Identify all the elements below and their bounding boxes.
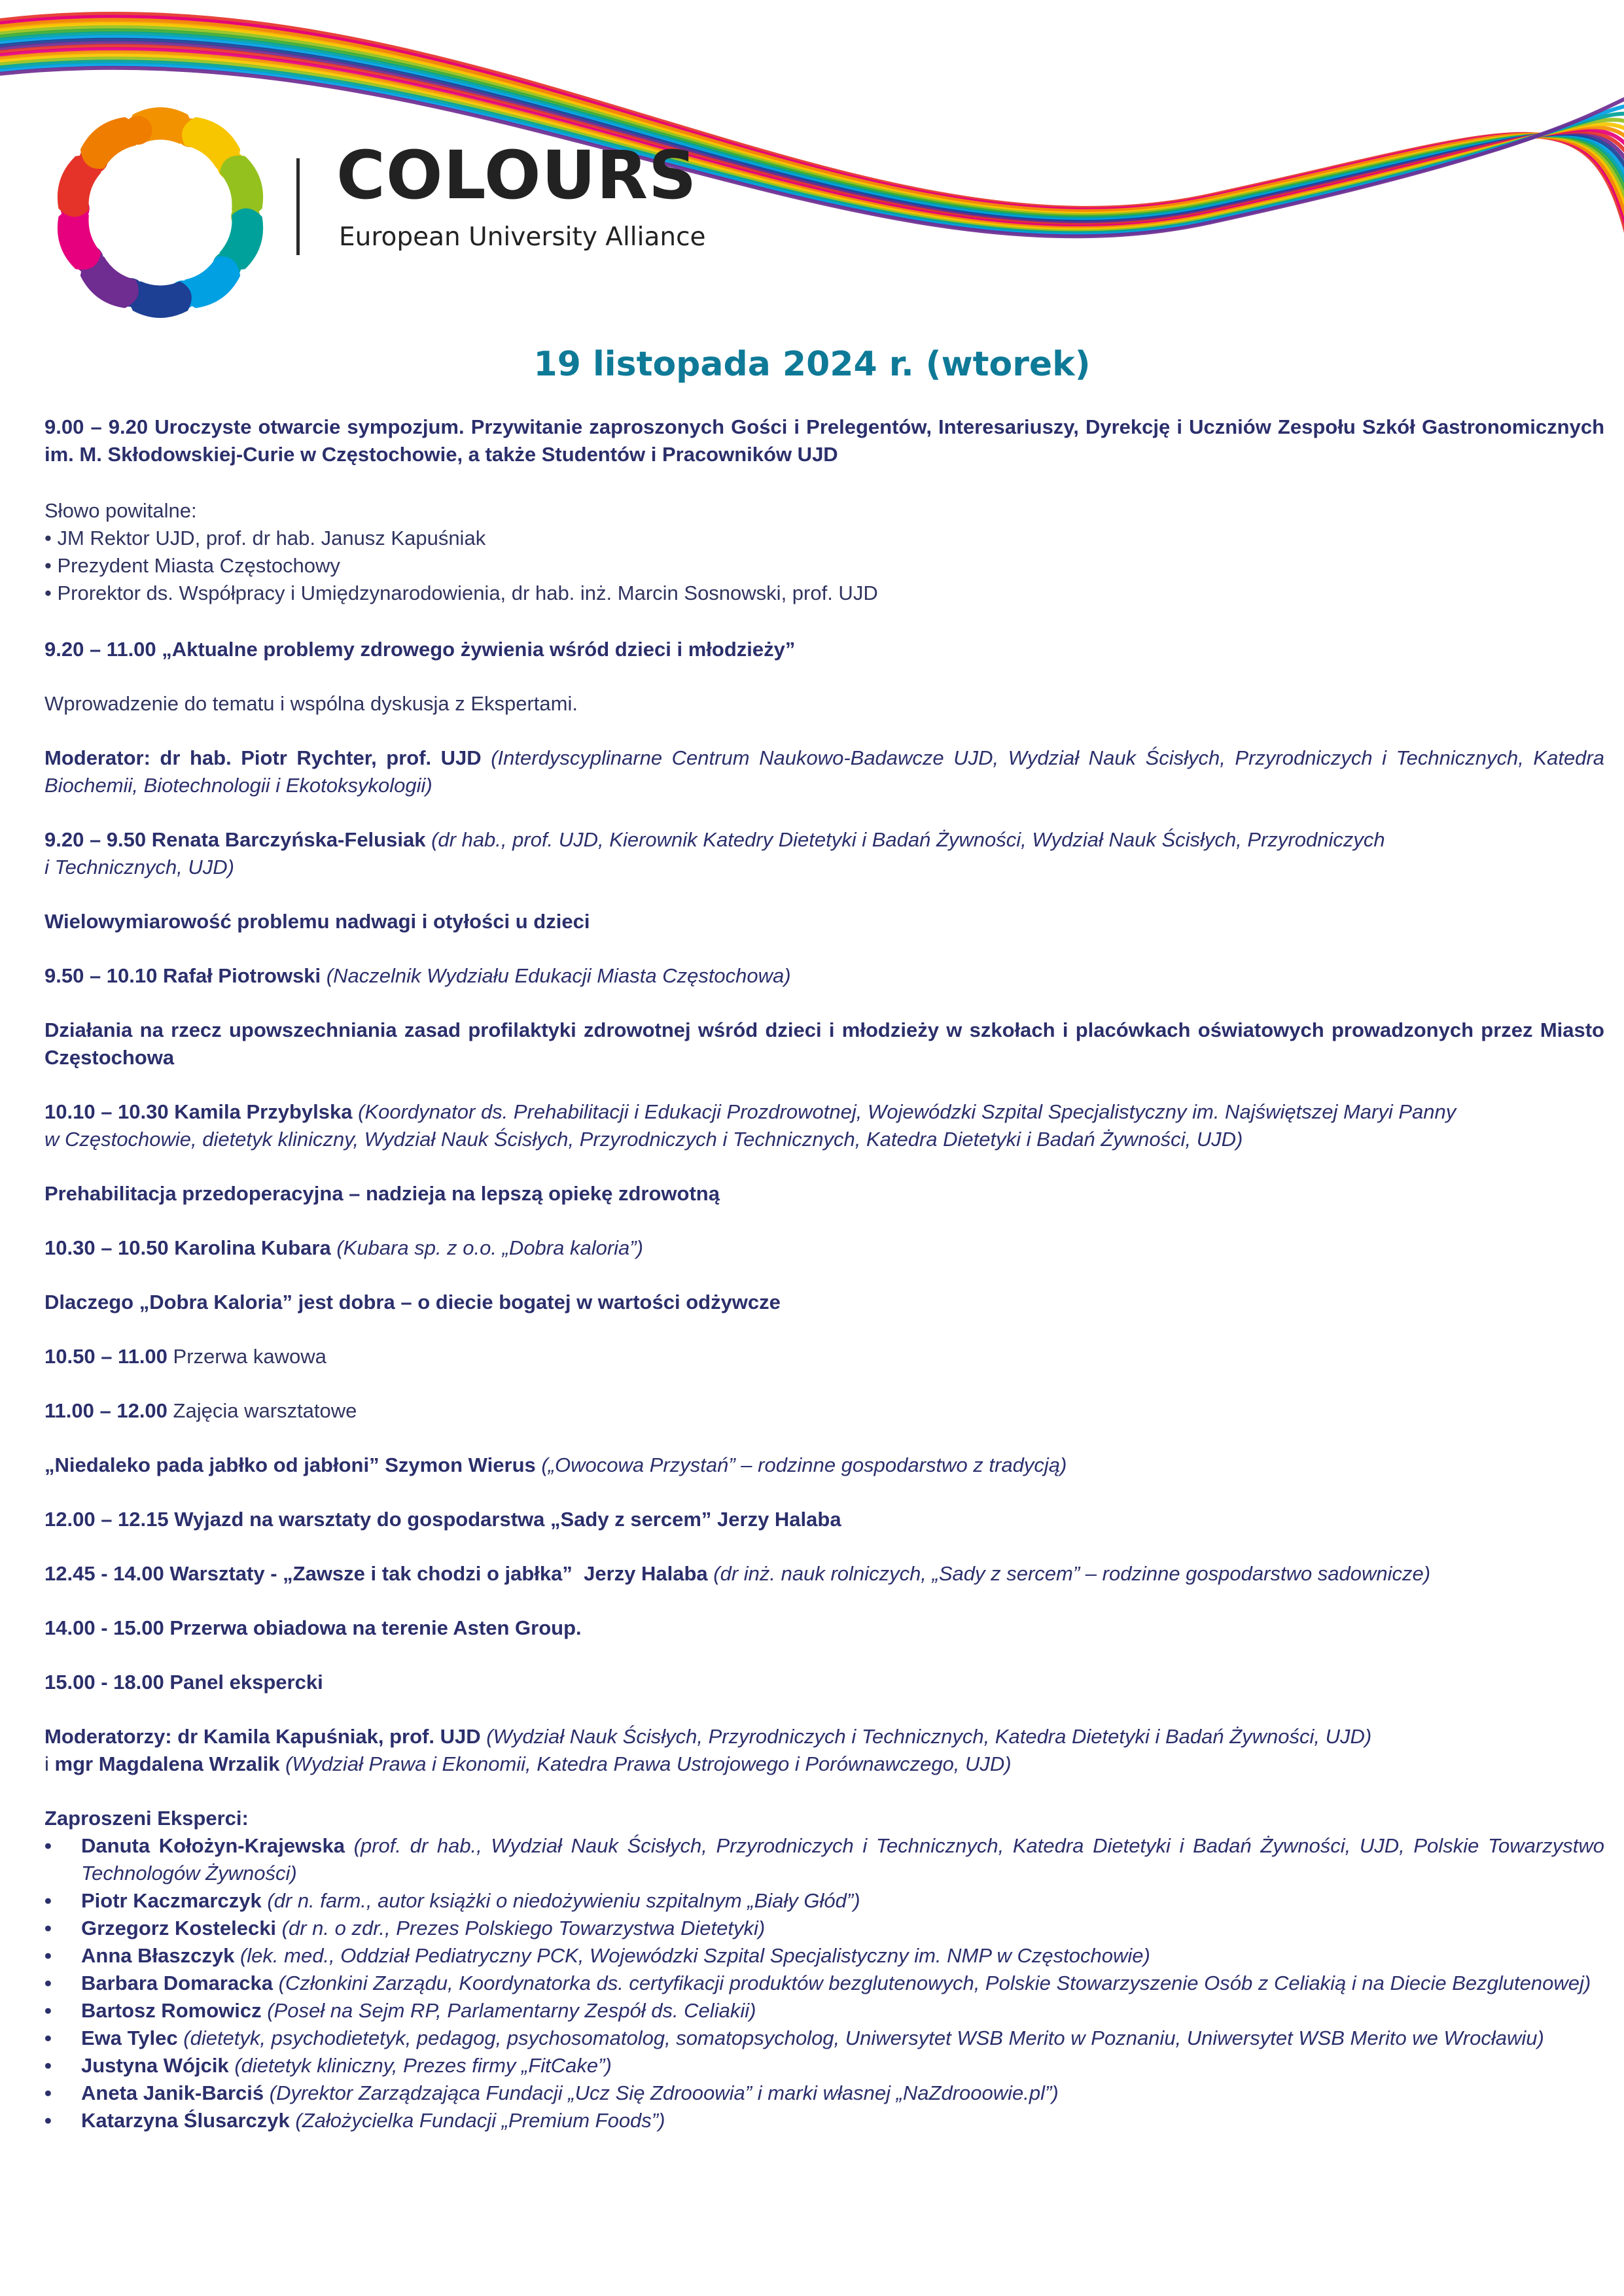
opening-time: 9.00 – 9.20 [44, 415, 149, 438]
date-heading: 19 listopada 2024 r. (wtorek) [533, 345, 1091, 384]
brand-name: COLOURS [336, 137, 697, 215]
talk-speaker-detail: (Naczelnik Wydziału Edukacji Miasta Częstochowa) [326, 964, 791, 987]
moderator-item [44, 744, 1604, 799]
expert-detail: (dietetyk, psychodietetyk, pedagog, psychosomatolog, somatopsycholog, Uniwersytet WSB Merito w Poznaniu, Uniwersytet WSB Merito we Wrocławiu) [183, 2026, 1544, 2049]
expert-name: Bartosz Romowicz [81, 1999, 262, 2022]
talk-speaker-name: 9.20 – 9.50 Renata Barczyńska-Felusiak [44, 828, 426, 851]
expert-detail: (dietetyk kliniczny, Prezes firmy „FitCake”) [234, 2054, 612, 2077]
panel-moderator-2-label: mgr Magdalena Wrzalik [54, 1752, 280, 1775]
welcome-item: • Prezydent Miasta Częstochowy [44, 554, 340, 577]
programme-content [44, 413, 1604, 2134]
welcome-label: Słowo powitalne: [44, 499, 197, 522]
workshop-talk [44, 1452, 1604, 1479]
expert-item [81, 1970, 1604, 1997]
talk-topic: Wielowymiarowość problemu nadwagi i otyłości u dzieci [44, 910, 590, 933]
expert-item [81, 1997, 1604, 2025]
workshops-item [44, 1397, 1604, 1425]
expert-name: Aneta Janik-Barciś [81, 2081, 264, 2104]
expert-detail: (dr n. farm., autor książki o niedożywieniu szpitalnym „Biały Głód”) [267, 1889, 860, 1912]
experts-list [44, 1832, 1604, 2134]
talk-speaker-name: 9.50 – 10.10 Rafał Piotrowski [44, 964, 321, 987]
expert-detail: (Założycielka Fundacji „Premium Foods”) [295, 2109, 665, 2132]
welcome-block [44, 497, 1604, 607]
workshops-time: 11.00 – 12.00 [44, 1399, 168, 1422]
expert-name: Danuta Kołożyn-Krajewska [81, 1834, 345, 1857]
block-intro: Wprowadzenie do tematu i wspólna dyskusja z Ekspertami. [44, 692, 578, 715]
workshop2-item [44, 1560, 1604, 1588]
welcome-item: • JM Rektor UJD, prof. dr hab. Janusz Kapuśniak [44, 527, 486, 549]
panel-moderator-1 [44, 1723, 1604, 1750]
expert-detail: (lek. med., Oddział Pediatryczny PCK, Wojewódzki Szpital Specjalistyczny im. NMP w Częstochowie) [239, 1944, 1150, 1967]
talk-speaker-detail: (dr hab., prof. UJD, Kierownik Katedry Dietetyki i Badań Żywności, Wydział Nauk Ścisłych, Przyrodniczych [431, 828, 1385, 851]
expert-name: Justyna Wójcik [81, 2054, 229, 2077]
workshops-label: Zajęcia warsztatowe [173, 1399, 357, 1422]
break-time: 10.50 – 11.00 [44, 1345, 168, 1368]
coffee-break [44, 1343, 1604, 1370]
workshop-talk-title: „Niedaleko pada jabłko od jabłoni” Szymon Wierus [44, 1453, 536, 1476]
panel-moderator-1-detail: (Wydział Nauk Ścisłych, Przyrodniczych i Technicznych, Katedra Dietetyki i Badań Żywności, UJD) [486, 1725, 1372, 1748]
panel-conj: i [44, 1752, 49, 1775]
expert-name: Katarzyna Ślusarczyk [81, 2109, 290, 2132]
expert-name: Anna Błaszczyk [81, 1944, 235, 1967]
talk-speaker-detail: (Koordynator ds. Prehabilitacji i Edukacji Prozdrowotnej, Wojewódzki Szpital Specjalistyczny im. Najświętszej Maryi Panny [358, 1100, 1456, 1123]
moderator-label: Moderator: dr hab. Piotr Rychter, prof. UJD [44, 746, 482, 769]
colours-logo-icon [52, 105, 268, 321]
panel-moderator-2 [44, 1750, 1604, 1778]
lunch-item: 14.00 - 15.00 Przerwa obiadowa na terenie Asten Group. [44, 1616, 582, 1639]
logo-divider [296, 158, 300, 255]
talk-speaker-detail-cont: i Technicznych, UJD) [44, 856, 235, 878]
experts-label: Zaproszeni Eksperci: [44, 1807, 249, 1830]
opening-item [44, 413, 1604, 468]
expert-name: Grzegorz Kostelecki [81, 1917, 277, 1939]
workshop2-detail: (dr inż. nauk rolniczych, „Sady z sercem” – rodzinne gospodarstwo sadownicze) [713, 1562, 1431, 1585]
expert-name: Barbara Domaracka [81, 1972, 273, 1994]
expert-item [81, 2079, 1604, 2107]
brand-subtitle: European University Alliance [339, 222, 706, 252]
expert-item [81, 1887, 1604, 1915]
expert-item [81, 2052, 1604, 2079]
talk-topic: Prehabilitacja przedoperacyjna – nadzieja na lepszą opiekę zdrowotną [44, 1182, 720, 1205]
talk-speaker-name: 10.10 – 10.30 Kamila Przybylska [44, 1100, 353, 1123]
expert-detail: (prof. dr hab., Wydział Nauk Ścisłych, Przyrodniczych i Technicznych, Katedra Dietetyki i Badań Żywności, UJD, Polskie Towarzystwo Technologów Żywności) [81, 1834, 1604, 1885]
expert-item [81, 1915, 1604, 1942]
expert-item [81, 1832, 1604, 1887]
panel-moderator-2-detail: (Wydział Prawa i Ekonomii, Katedra Prawa Ustrojowego i Porównawczego, UJD) [285, 1752, 1012, 1775]
moderator-detail: (Interdyscyplinarne Centrum Naukowo-Badawcze UJD, Wydział Nauk Ścisłych, Przyrodniczych i Technicznych, Katedra Biochemii, Biotechnologii i Ekotoksykologii) [44, 746, 1604, 797]
talk-topic: Działania na rzecz upowszechniania zasad profilaktyki zdrowotnej wśród dzieci i młodzieży w szkołach i placówkach oświatowych prowadzonych przez Miasto Częstochowa [44, 1018, 1604, 1069]
expert-detail: (Dyrektor Zarządzająca Fundacji „Ucz Się Zdrooowia” i marki własnej „NaZdrooowie.pl”) [269, 2081, 1059, 2104]
workshop2-title: 12.45 - 14.00 Warsztaty - „Zawsze i tak chodzi o jabłka” Jerzy Halaba [44, 1562, 708, 1585]
talk-speaker-name: 10.30 – 10.50 Karolina Kubara [44, 1236, 331, 1259]
workshop-talk-detail: („Owocowa Przystań” – rodzinne gospodarstwo z tradycją) [541, 1453, 1067, 1476]
expert-name: Ewa Tylec [81, 2026, 178, 2049]
opening-text: Uroczyste otwarcie sympozjum. Przywitanie zaproszonych Gości i Prelegentów, Interesariuszy, Dyrekcję i Uczniów Zespołu Szkół Gastronomicznych im. M. Skłodowskiej-Curie w Częstochowie, a także Studentów i Pracowników UJD [44, 415, 1605, 466]
expert-item [81, 2025, 1604, 2052]
expert-item [81, 1942, 1604, 1970]
panel-title: 15.00 - 18.00 Panel ekspercki [44, 1671, 323, 1694]
panel-moderator-1-label: Moderatorzy: dr Kamila Kapuśniak, prof. UJD [44, 1725, 481, 1748]
talk-speaker-detail: (Kubara sp. z o.o. „Dobra kaloria”) [336, 1236, 643, 1259]
talk-speaker [44, 1098, 1604, 1126]
talk-speaker [44, 1234, 1604, 1262]
expert-detail: (dr n. o zdr., Prezes Polskiego Towarzystwa Dietetyki) [281, 1917, 766, 1939]
talk-topic: Dlaczego „Dobra Kaloria” jest dobra – o diecie bogatej w wartości odżywcze [44, 1291, 781, 1313]
expert-name: Piotr Kaczmarczyk [81, 1889, 262, 1912]
expert-detail: (Poseł na Sejm RP, Parlamentarny Zespół ds. Celiakii) [267, 1999, 756, 2022]
talk-speaker [44, 962, 1604, 990]
trip-item: 12.00 – 12.15 Wyjazd na warsztaty do gospodarstwa „Sady z sercem” Jerzy Halaba [44, 1508, 841, 1531]
talk-speaker [44, 826, 1604, 854]
expert-detail: (Członkini Zarządu, Koordynatorka ds. certyfikacji produktów bezglutenowych, Polskie Stowarzyszenie Osób z Celiakią i na Diecie Bezglutenowej) [278, 1972, 1591, 1994]
break-label: Przerwa kawowa [173, 1345, 327, 1368]
welcome-item: • Prorektor ds. Współpracy i Umiędzynarodowienia, dr hab. inż. Marcin Sosnowski, prof. UJD [44, 582, 878, 604]
block-title: 9.20 – 11.00 „Aktualne problemy zdrowego żywienia wśród dzieci i młodzieży” [44, 638, 796, 661]
expert-item [81, 2107, 1604, 2134]
talk-speaker-detail-cont: w Częstochowie, dietetyk kliniczny, Wydział Nauk Ścisłych, Przyrodniczych i Technicznych, Katedra Dietetyki i Badań Żywności, UJD) [44, 1128, 1243, 1151]
